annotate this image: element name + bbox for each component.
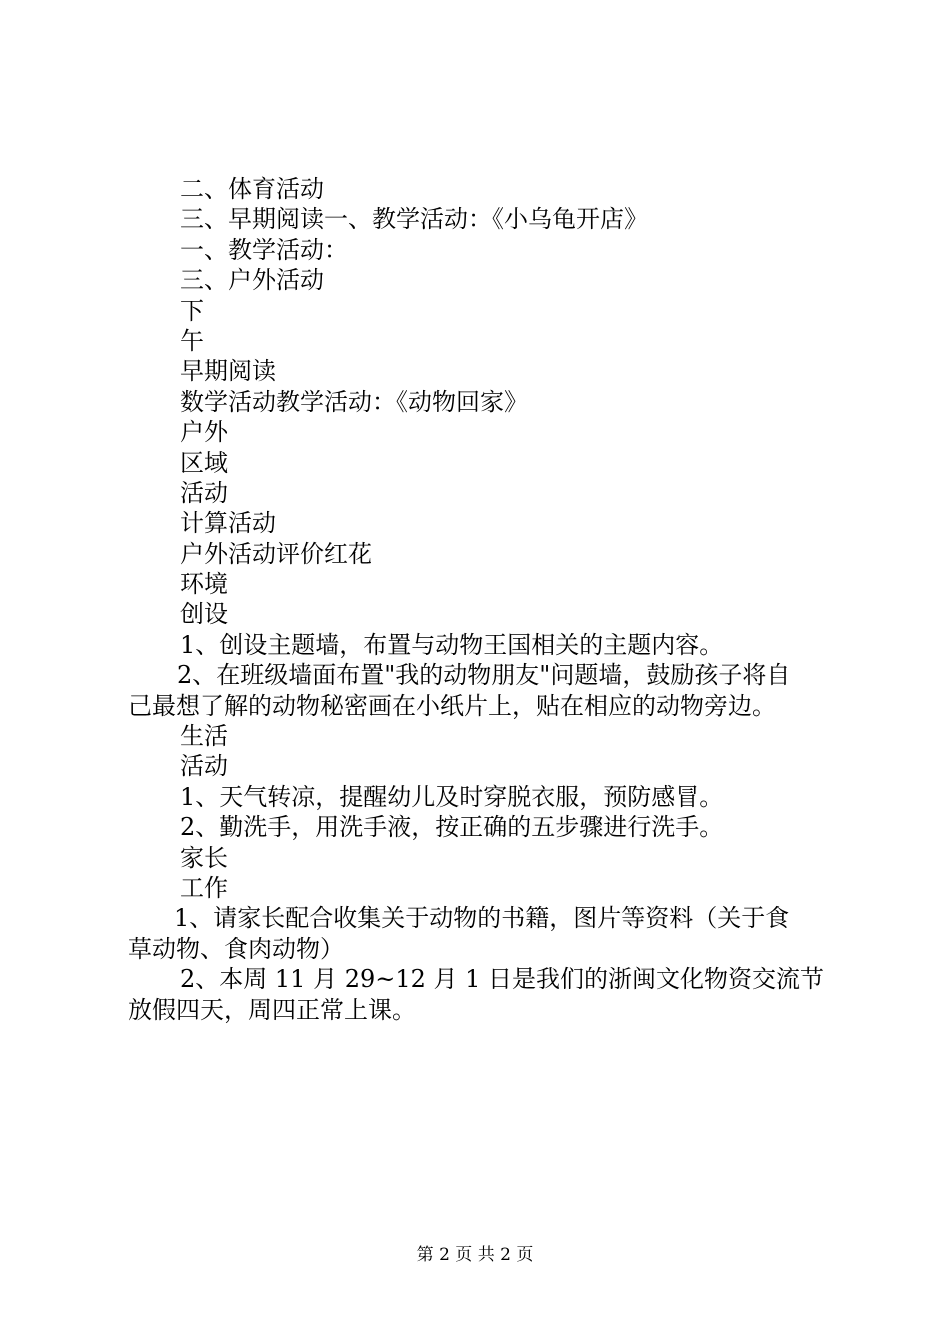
parent-item-2-continued: 放假四天，周四正常上课。 [128,995,416,1024]
parent-item-2: 2、本周 11 月 29~12 月 1 日是我们的浙闽文化物资交流节 [180,965,825,994]
text-line: 数学活动教学活动：《动物回家》 [180,387,528,416]
text-line: 区域 [180,448,228,477]
text-line: 生活 [180,722,228,751]
section-heading-teaching: 一、教学活动： [180,235,348,264]
text-line: 家长 [180,843,228,872]
environment-item-2: 2、在班级墙面布置"我的动物朋友"问题墙，鼓励孩子将自 [177,661,791,690]
parent-item-1: 1、请家长配合收集关于动物的书籍，图片等资料（关于食 [174,904,790,933]
text-line: 创设 [180,600,228,629]
parent-item-1-continued: 草动物、食肉动物） [128,934,344,963]
text-line: 午 [180,326,204,355]
section-heading-sports: 二、体育活动 [180,175,324,203]
document-body [128,174,833,1025]
text-line: 工作 [180,873,228,902]
section-heading-reading-teaching: 三、早期阅读一、教学活动：《小乌龟开店》 [180,205,648,234]
text-line: 早期阅读 [180,357,276,386]
environment-item-1: 1、创设主题墙，布置与动物王国相关的主题内容。 [180,630,724,659]
section-heading-outdoor: 三、户外活动 [180,266,324,295]
life-item-2: 2、勤洗手，用洗手液，按正确的五步骤进行洗手。 [180,813,724,842]
life-item-1: 1、天气转凉，提醒幼儿及时穿脱衣服，预防感冒。 [180,782,724,811]
text-line: 环境 [180,570,228,599]
page-number: 第 2 页 共 2 页 [416,1245,534,1265]
text-line: 户外 [180,418,228,447]
text-line: 户外活动评价红花 [180,539,372,568]
text-line: 计算活动 [180,509,276,538]
text-line: 活动 [180,478,228,507]
text-line: 下 [180,296,204,325]
text-line: 活动 [180,752,228,781]
environment-item-2-continued: 己最想了解的动物秘密画在小纸片上，贴在相应的动物旁边。 [128,691,776,720]
